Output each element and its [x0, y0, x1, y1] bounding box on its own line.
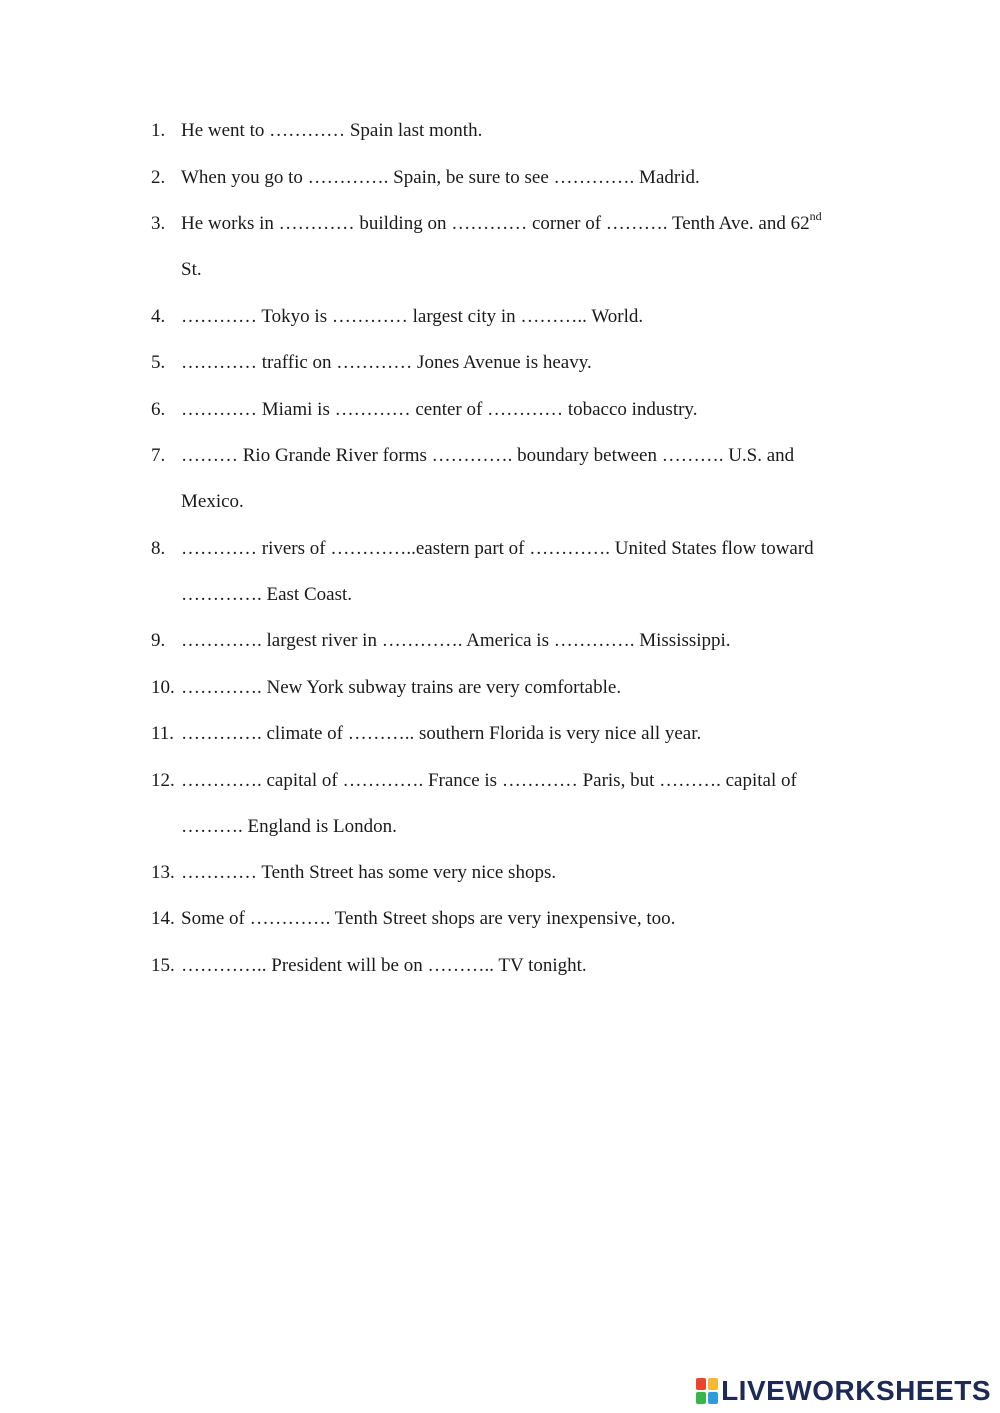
- liveworksheets-logo: [696, 1374, 991, 1408]
- item-sentence: ………….. President will be on ……….. TV tonight.: [181, 955, 587, 976]
- item-number: 8.: [151, 538, 166, 559]
- item-sentence: ………… rivers of …………..eastern part of …………. United States flow toward: [181, 538, 814, 559]
- item-sentence: ……… Rio Grande River forms …………. boundary between ………. U.S. and: [181, 445, 795, 466]
- item-number: 15.: [151, 955, 175, 976]
- item-number: 4.: [151, 306, 166, 327]
- item-number: 14.: [151, 908, 175, 929]
- logo-text: LIVEWORKSHEETS: [721, 1375, 991, 1406]
- item-sentence-continuation: Mexico.: [181, 491, 244, 512]
- item-sentence: He went to ………… Spain last month.: [181, 120, 483, 141]
- item-sentence-part: He works in ………… building on ………… corner of ………. Tenth Ave. and 62: [181, 213, 810, 234]
- item-sentence: [181, 208, 822, 236]
- item-sentence: …………. largest river in …………. America is …………. Mississippi.: [181, 630, 731, 651]
- item-number: 1.: [151, 120, 166, 141]
- logo-tile: [696, 1378, 706, 1390]
- item-number: 11.: [151, 723, 175, 744]
- item-number: 9.: [151, 630, 166, 651]
- item-sentence-continuation: ………. England is London.: [181, 816, 397, 837]
- item-number: 5.: [151, 352, 166, 373]
- item-sentence: ………… Tenth Street has some very nice shops.: [181, 862, 557, 883]
- item-sentence: …………. New York subway trains are very comfortable.: [181, 677, 622, 698]
- item-number: 6.: [151, 399, 166, 420]
- item-sentence: …………. capital of …………. France is ………… Paris, but ………. capital of: [181, 770, 797, 791]
- logo-tile: [708, 1392, 718, 1404]
- item-sentence: ………… Tokyo is ………… largest city in ……….. World.: [181, 306, 644, 327]
- item-number: 2.: [151, 167, 166, 188]
- item-sentence: ………… traffic on ………… Jones Avenue is heavy.: [181, 352, 592, 373]
- item-sentence: …………. climate of ……….. southern Florida is very nice all year.: [181, 723, 702, 744]
- item-number: 13.: [151, 862, 175, 883]
- logo-tile: [696, 1392, 706, 1404]
- item-sentence: When you go to …………. Spain, be sure to see …………. Madrid.: [181, 167, 700, 188]
- liveworksheets-logo-icon: [696, 1378, 718, 1404]
- logo-tile: [708, 1378, 718, 1390]
- item-number: 3.: [151, 213, 166, 234]
- item-sentence-continuation: St.: [181, 259, 202, 280]
- item-number: 10.: [151, 677, 175, 698]
- ordinal-suffix: nd: [809, 208, 822, 223]
- item-sentence: Some of …………. Tenth Street shops are very inexpensive, too.: [181, 908, 676, 929]
- item-sentence-continuation: …………. East Coast.: [181, 584, 352, 605]
- item-sentence: ………… Miami is ………… center of ………… tobacco industry.: [181, 399, 698, 420]
- item-number: 12.: [151, 770, 175, 791]
- item-number: 7.: [151, 445, 166, 466]
